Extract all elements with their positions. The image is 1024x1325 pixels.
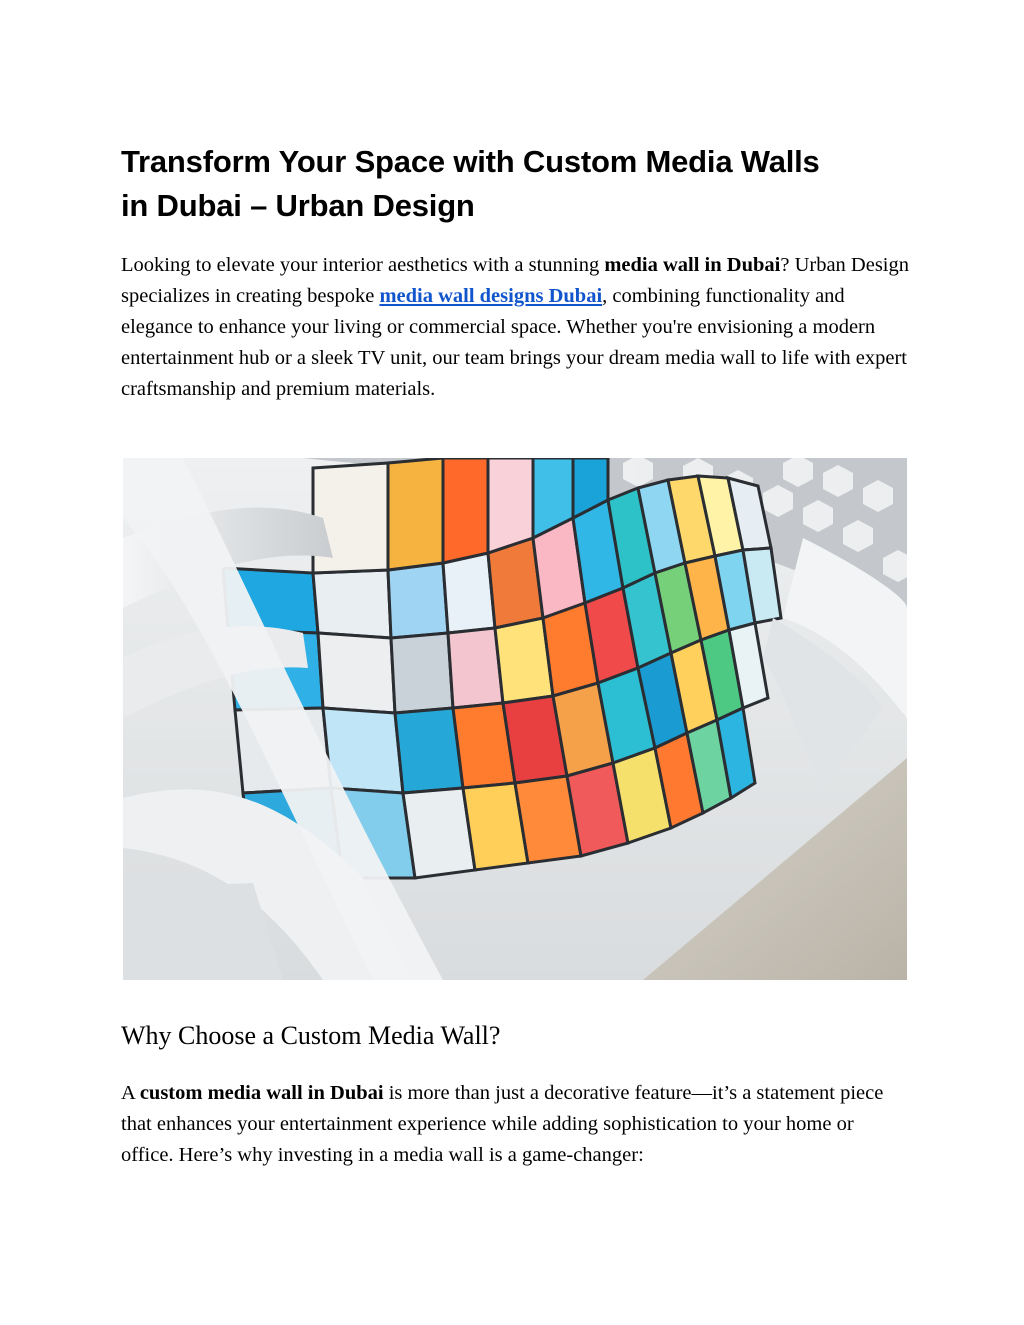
- section-heading: Why Choose a Custom Media Wall?: [121, 1021, 501, 1050]
- intro-paragraph: [121, 250, 911, 405]
- title-line-2: in Dubai – Urban Design: [121, 188, 475, 223]
- intro-text-1: Looking to elevate your interior aesthetics with a stunning: [121, 254, 605, 276]
- section-bold-keyword: custom media wall in Dubai: [139, 1082, 384, 1104]
- intro-bold-keyword: media wall in Dubai: [604, 254, 781, 276]
- hero-image-illustration: [123, 458, 907, 980]
- section-paragraph: [121, 1078, 911, 1171]
- page-title: [121, 140, 911, 228]
- title-line-1: Transform Your Space with Custom Media Walls: [121, 144, 820, 179]
- media-wall-designs-link[interactable]: media wall designs Dubai: [379, 285, 603, 307]
- section-text-1: A: [121, 1082, 140, 1104]
- section-text-2: is more than just a decorative feature—it’s a statement piece that enhances your entertainment experience while adding sophistication to your home or office. Here’s why investing in a media wall is a game-changer:: [121, 1082, 884, 1166]
- hero-image-colored-glass-wall: [123, 458, 907, 980]
- intro-text-3: , combining functionality and elegance to enhance your living or commercial space. Whether you're envisioning a modern entertainment hub or a sleek TV unit, our team brings your dream media wall to life with expert craftsmanship and premium materials.: [121, 285, 907, 400]
- intro-text-2: ? Urban Design specializes in creating bespoke: [121, 254, 909, 307]
